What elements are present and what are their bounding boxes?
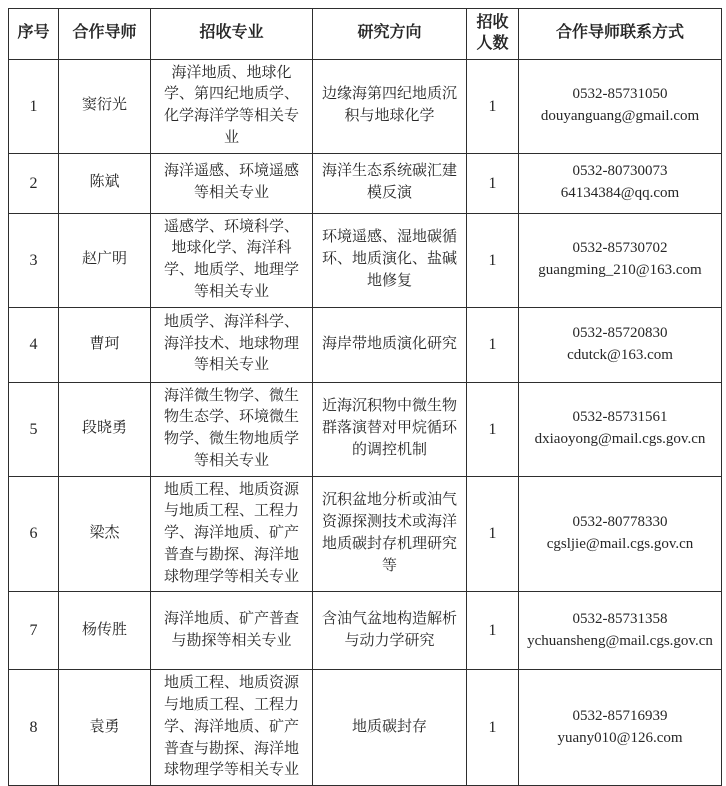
header-contact: 合作导师联系方式	[519, 9, 722, 60]
cell-major: 海洋地质、地球化学、第四纪地质学、化学海洋学等相关专业	[151, 59, 313, 153]
contact-phone: 0532-85730702	[572, 240, 668, 257]
contact-email: cgsljie@mail.cgs.gov.cn	[546, 535, 694, 552]
header-mentor: 合作导师	[59, 9, 151, 60]
contact-phone: 0532-85720830	[572, 324, 668, 341]
cell-no: 4	[9, 307, 59, 382]
cell-major: 海洋遥感、环境遥感等相关专业	[151, 153, 313, 213]
cell-count: 1	[467, 153, 519, 213]
cell-direction: 边缘海第四纪地质沉积与地球化学	[313, 59, 467, 153]
cell-major: 海洋微生物学、微生物生态学、环境微生物学、微生物地质学等相关专业	[151, 382, 313, 476]
cell-count: 1	[467, 59, 519, 153]
cell-count: 1	[467, 592, 519, 670]
table-row	[9, 592, 722, 670]
cell-mentor: 段晓勇	[59, 382, 151, 476]
cell-count: 1	[467, 213, 519, 307]
cell-major: 地质学、海洋科学、海洋技术、地球物理等相关专业	[151, 307, 313, 382]
contact-phone: 0532-85731561	[572, 409, 668, 426]
contact-email: yuany010@126.com	[557, 729, 683, 746]
cell-count: 1	[467, 476, 519, 592]
cell-no: 2	[9, 153, 59, 213]
header-direction: 研究方向	[313, 9, 467, 60]
contact-phone: 0532-80730073	[572, 163, 668, 180]
table-row	[9, 213, 722, 307]
cell-mentor: 曹珂	[59, 307, 151, 382]
cell-mentor: 窦衍光	[59, 59, 151, 153]
cell-no: 8	[9, 670, 59, 786]
cell-contact	[519, 592, 722, 670]
contact-phone: 0532-80778330	[572, 514, 668, 531]
cell-major: 海洋地质、矿产普查与勘探等相关专业	[151, 592, 313, 670]
cell-contact	[519, 213, 722, 307]
cell-count: 1	[467, 307, 519, 382]
contact-email: douyanguang@gmail.com	[540, 108, 700, 125]
contact-phone: 0532-85731050	[572, 86, 668, 103]
cell-count: 1	[467, 382, 519, 476]
cell-count: 1	[467, 670, 519, 786]
cell-direction: 沉积盆地分析或油气资源探测技术或海洋地质碳封存机理研究等	[313, 476, 467, 592]
cell-major: 地质工程、地质资源与地质工程、工程力学、海洋地质、矿产普查与勘探、海洋地球物理学等相关专业	[151, 670, 313, 786]
cell-contact	[519, 670, 722, 786]
cell-contact	[519, 59, 722, 153]
cell-mentor: 陈斌	[59, 153, 151, 213]
table-row	[9, 59, 722, 153]
contact-email: ychuansheng@mail.cgs.gov.cn	[527, 632, 713, 649]
header-count: 招收人数	[467, 9, 519, 60]
cell-mentor: 杨传胜	[59, 592, 151, 670]
cell-no: 7	[9, 592, 59, 670]
contact-email: cdutck@163.com	[567, 346, 673, 363]
cell-major: 遥感学、环境科学、地球化学、海洋科学、地质学、地理学等相关专业	[151, 213, 313, 307]
cell-direction: 海洋生态系统碳汇建模反演	[313, 153, 467, 213]
table-row	[9, 382, 722, 476]
cell-no: 1	[9, 59, 59, 153]
table-header-row	[9, 9, 722, 60]
table-row	[9, 476, 722, 592]
contact-email: 64134384@qq.com	[560, 185, 680, 202]
cell-contact	[519, 476, 722, 592]
cell-direction: 含油气盆地构造解析与动力学研究	[313, 592, 467, 670]
contact-email: dxiaoyong@mail.cgs.gov.cn	[534, 431, 706, 448]
cell-direction: 近海沉积物中微生物群落演替对甲烷循环的调控机制	[313, 382, 467, 476]
cell-direction: 环境遥感、湿地碳循环、地质演化、盐碱地修复	[313, 213, 467, 307]
cell-mentor: 赵广明	[59, 213, 151, 307]
table-row	[9, 307, 722, 382]
header-no: 序号	[9, 9, 59, 60]
cell-contact	[519, 382, 722, 476]
cell-no: 3	[9, 213, 59, 307]
cell-contact	[519, 307, 722, 382]
cell-direction: 地质碳封存	[313, 670, 467, 786]
table-row	[9, 670, 722, 786]
table-row	[9, 153, 722, 213]
contact-phone: 0532-85716939	[572, 707, 668, 724]
contact-email: guangming_210@163.com	[538, 262, 702, 279]
cell-no: 6	[9, 476, 59, 592]
cell-no: 5	[9, 382, 59, 476]
header-major: 招收专业	[151, 9, 313, 60]
cell-direction: 海岸带地质演化研究	[313, 307, 467, 382]
contact-phone: 0532-85731358	[572, 611, 668, 628]
cell-contact	[519, 153, 722, 213]
cell-mentor: 袁勇	[59, 670, 151, 786]
cell-mentor: 梁杰	[59, 476, 151, 592]
mentor-recruitment-table	[8, 8, 722, 786]
cell-major: 地质工程、地质资源与地质工程、工程力学、海洋地质、矿产普查与勘探、海洋地球物理学等相关专业	[151, 476, 313, 592]
